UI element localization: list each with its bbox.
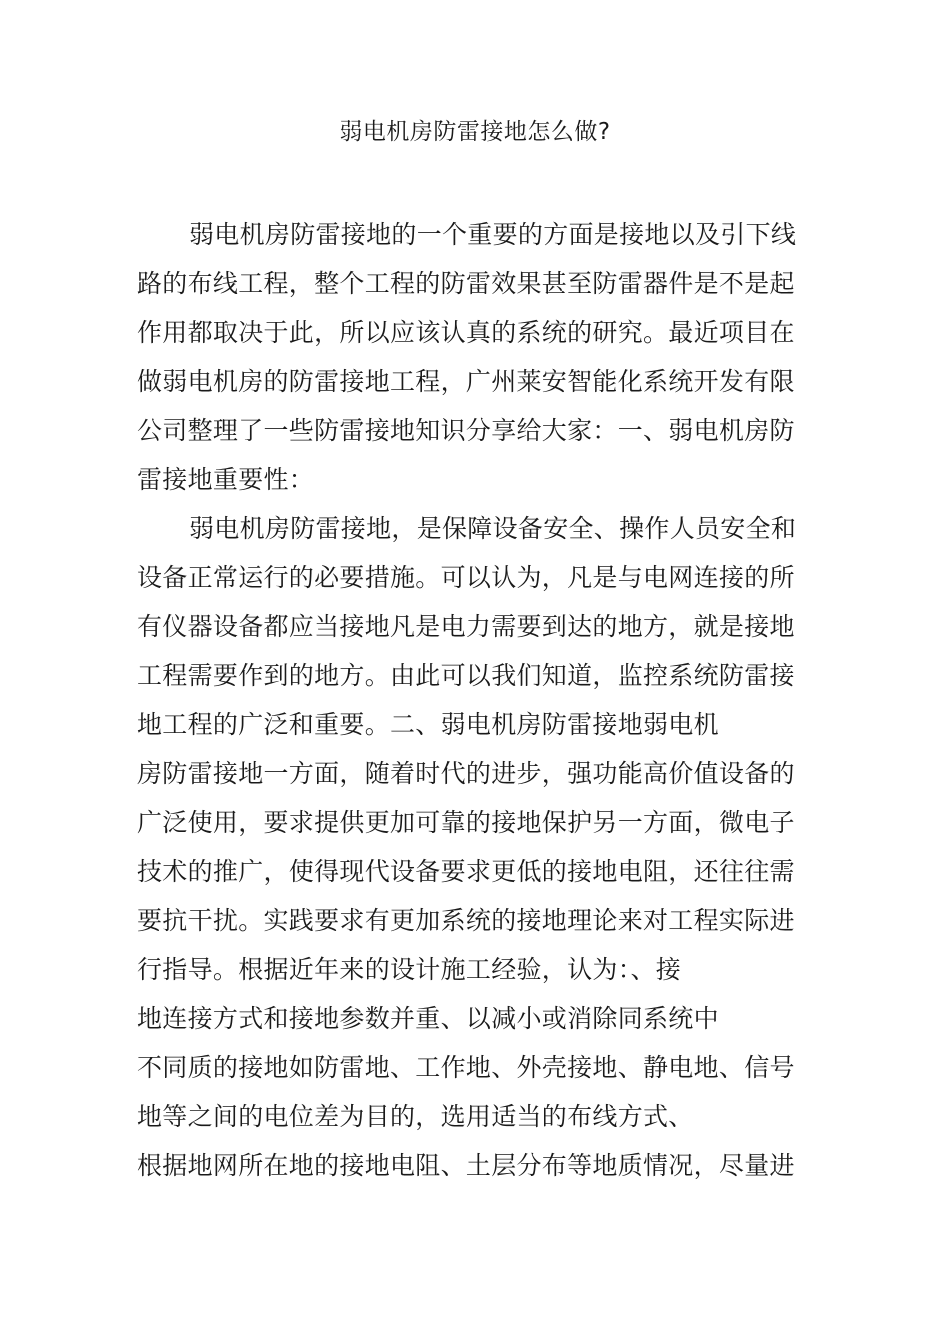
paragraph-line: 广泛使用，要求提供更加可靠的接地保护另一方面，微电子 [137, 808, 795, 837]
document-title: 弱电机房防雷接地怎么做? [339, 119, 611, 145]
paragraph-line: 路的布线工程，整个工程的防雷效果甚至防雷器件是不是起 [137, 269, 795, 298]
paragraph-line: 设备正常运行的必要措施。可以认为，凡是与电网连接的所 [137, 563, 795, 592]
paragraph-line: 地工程的广泛和重要。二、弱电机房防雷接地弱电机 [137, 710, 719, 739]
paragraph-line: 技术的推广，使得现代设备要求更低的接地电阻，还往往需 [137, 857, 795, 886]
paragraph-line: 有仪器设备都应当接地凡是电力需要到达的地方，就是接地 [137, 612, 795, 641]
paragraph-line: 公司整理了一些防雷接地知识分享给大家：一、弱电机房防 [137, 416, 795, 445]
paragraph-line: 工程需要作到的地方。由此可以我们知道，监控系统防雷接 [137, 661, 795, 690]
paragraph-line: 作用都取决于此，所以应该认真的系统的研究。最近项目在 [137, 318, 795, 347]
paragraph-line: 根据地网所在地的接地电阻、土层分布等地质情况，尽量进 [137, 1151, 795, 1180]
paragraph-line: 要抗干扰。实践要求有更加系统的接地理论来对工程实际进 [137, 906, 795, 935]
paragraph-line: 弱电机房防雷接地的一个重要的方面是接地以及引下线 [189, 220, 797, 249]
document-body [137, 210, 817, 1190]
paragraph-line: 做弱电机房的防雷接地工程，广州莱安智能化系统开发有限 [137, 367, 795, 396]
paragraph-line: 房防雷接地一方面，随着时代的进步，强功能高价值设备的 [137, 759, 795, 788]
paragraph-line: 弱电机房防雷接地，是保障设备安全、操作人员安全和 [189, 514, 797, 543]
paragraph-line: 行指导。根据近年来的设计施工经验，认为：、接 [137, 955, 682, 984]
paragraph-line: 地连接方式和接地参数并重、以减小或消除同系统中 [137, 1004, 719, 1033]
paragraph-line: 雷接地重要性： [137, 465, 315, 494]
paragraph-line: 不同质的接地如防雷地、工作地、外壳接地、静电地、信号 [137, 1053, 795, 1082]
paragraph-line: 地等之间的电位差为目的，选用适当的布线方式、 [137, 1102, 694, 1131]
